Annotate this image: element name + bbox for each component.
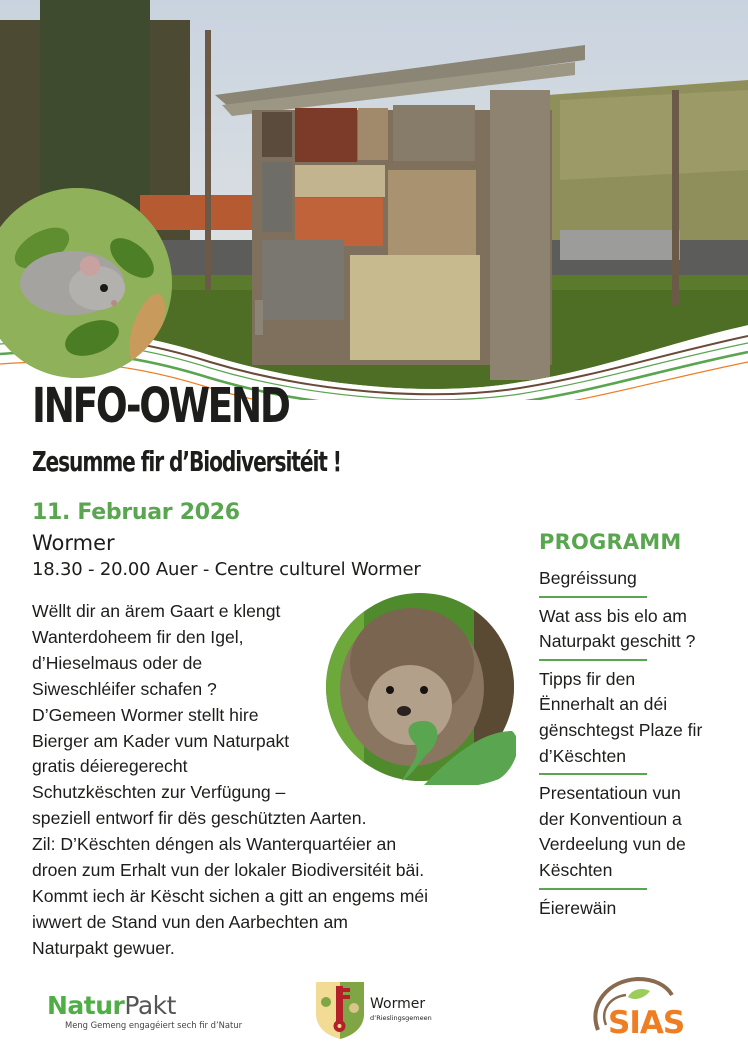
programme-item-text: Wat ass bis elo am [539, 605, 687, 626]
programme-item [539, 896, 739, 926]
programme-item-text: Verdeelung vun de [539, 834, 686, 855]
naturpakt-logo-pakt: Pakt [124, 991, 176, 1020]
programme-divider [539, 888, 647, 890]
body-line: speziell entworf fir dës geschützten Aarten. [32, 808, 367, 829]
programme-item-text: Begréissung [539, 568, 637, 588]
body-line: Bierger am Kader vum Naturpakt [32, 730, 290, 751]
naturpakt-logo-natur: Natur [47, 991, 125, 1020]
body-line: d’Hieselmaus oder de [32, 652, 203, 673]
programme-item [539, 566, 739, 596]
programme-divider [539, 596, 647, 598]
programme-section [539, 530, 739, 925]
programme-item-text: Ënnerhalt an déi [539, 694, 668, 715]
naturpakt-tagline: Meng Gemeng engagéiert sech fir d’Natur [65, 1020, 243, 1030]
hero-photo [0, 0, 748, 400]
programme-item [539, 781, 739, 887]
programme-item [539, 667, 739, 773]
insect-hotel [215, 45, 585, 380]
programme-item [539, 604, 739, 659]
body-line: Wëllt dir an ärem Gaart e klengt [32, 601, 281, 621]
programme-item-text: der Konventioun a [539, 808, 682, 829]
coat-of-arms-icon [314, 980, 366, 1040]
body-line: Wanterdoheem fir den Igel, [32, 626, 244, 647]
naturpakt-logo [47, 993, 242, 1030]
programme-item-text: Presentatioun vun [539, 783, 681, 804]
body-line: Siweschléifer schafen ? [32, 678, 217, 699]
programme-item-text: Këschten [539, 859, 613, 880]
programme-divider [539, 659, 647, 661]
programme-item-text: Naturpakt geschitt ? [539, 631, 696, 652]
programme-item-text: d’Këschten [539, 745, 627, 766]
body-line: Kommt iech är Këscht sichen a gitt an engems méi [32, 885, 429, 906]
wormer-logo-name: Wormer [370, 996, 426, 1012]
programme-item-text: gënschtegst Plaze fir [539, 719, 703, 740]
event-time-location: 18.30 - 20.00 Auer - Centre culturel Wormer [32, 559, 421, 580]
body-line: D’Gemeen Wormer stellt hire [32, 704, 259, 725]
body-line: gratis déieregerecht [32, 756, 188, 777]
body-line: Zil: D’Këschten déngen als Wanterquartéier an [32, 834, 397, 855]
hedgehog-photo [324, 593, 516, 785]
event-date: 11. Februar 2026 [32, 500, 240, 525]
page-subtitle: Zesumme fir d’Biodiversitéit ! [32, 445, 341, 478]
sias-logo [588, 975, 708, 1045]
event-place: Wormer [32, 531, 115, 555]
programme-item-text: Tipps fir den [539, 668, 636, 689]
body-line: Naturpakt gewuer. [32, 937, 175, 958]
body-line: Schutzkëschten zur Verfügung – [32, 782, 286, 803]
body-line: iwwert de Stand vun den Aarbechten am [32, 911, 348, 932]
page-title: INFO-OWEND [32, 378, 289, 434]
wormer-logo-tagline: d’Rieslingsgemeen [370, 1014, 432, 1022]
programme-item-text: Éierewäin [539, 897, 617, 918]
programme-divider [539, 773, 647, 775]
body-line: droen zum Erhalt vun der lokaler Biodiversitéit bäi. [32, 860, 425, 881]
sias-logo-text: SIAS [608, 1005, 685, 1041]
wormer-logo [314, 980, 454, 1040]
programme-title: PROGRAMM [539, 530, 682, 554]
